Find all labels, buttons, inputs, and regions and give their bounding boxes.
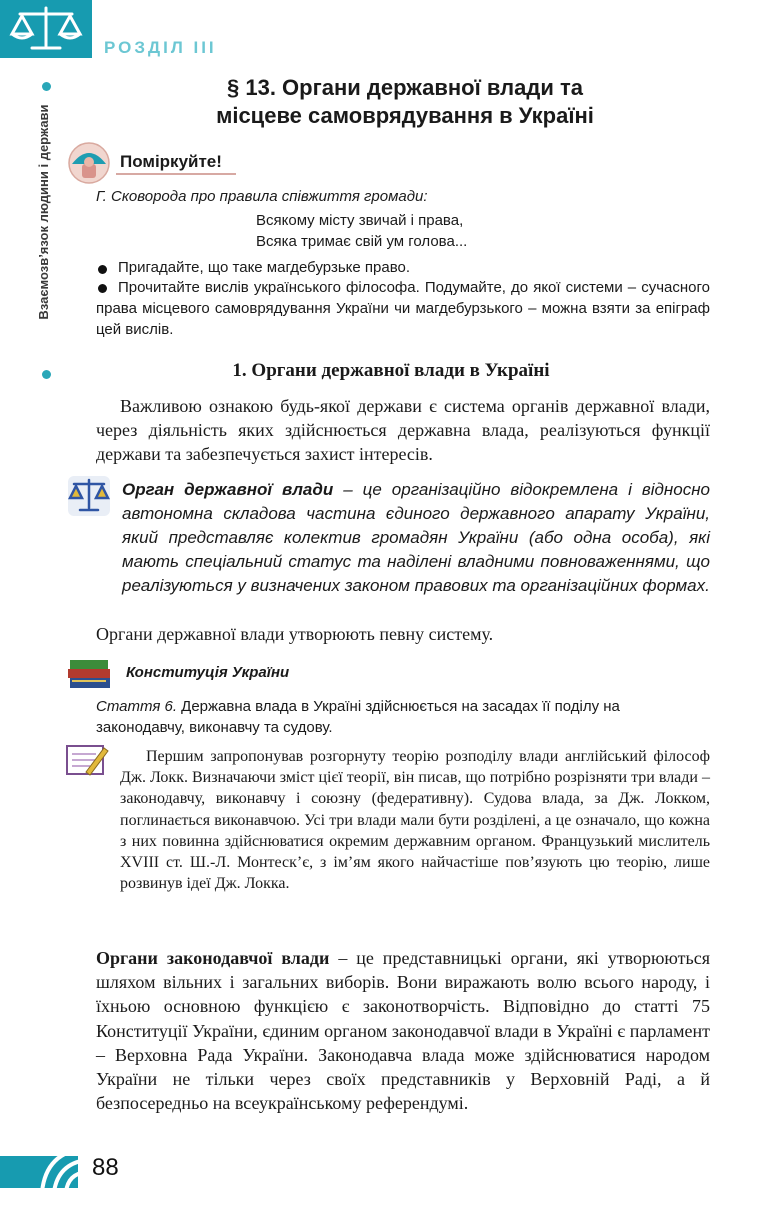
- quote-line: Всякому місту звичай і права,: [256, 212, 464, 229]
- historical-note: Першим запропонував розгорнуту теорію розподілу влади англійський філософ Дж. Локк. Визначаючи зміст цієї теорії, він писав, що потрібно розрізняти три влади – законодавчу, виконавчу і союзну (федеративну). Судова влада, за Дж. Локком, поглинається виконавчою. Усі три влади мали бути розділені, а це означало, що кожна з них повинна здійснюватися окремим державним органом. Французький мислитель XVIII ст. Ш.-Л. Монтеск’є, з ім’ям якого найчастіше пов’язують цю теорію, лише розвинув ідеї Дж. Локка.: [120, 748, 710, 893]
- section-label: РОЗДІЛ III: [104, 38, 217, 57]
- section-heading: 1. Органи державної влади в Україні: [232, 360, 550, 381]
- quote-line: Всяка тримає свій ум голова...: [256, 233, 468, 250]
- body-paragraph-legislative: [96, 946, 710, 1115]
- definition-text: – це організаційно відокремлена і відносно автономна складова частина єдиного державного апарату України, який представляє колектив громадян України (або одна особа), які мають спеціальний статус та наділені владними повноваженнями, що реалізуються у визначених законом правових та організаційних формах.: [122, 480, 711, 595]
- scales-icon: [66, 474, 112, 518]
- task-item: Пригадайте, що таке магдебурзьке право.: [118, 259, 411, 276]
- thinking-person-icon: [68, 142, 110, 184]
- page-title: [150, 74, 660, 130]
- section-header-band: [0, 0, 92, 58]
- quote-source: Г. Сковорода про правила співжиття громади:: [96, 188, 428, 205]
- article-label: Стаття 6.: [96, 698, 178, 715]
- think-heading-underline: [116, 173, 236, 175]
- side-running-title: [36, 80, 58, 380]
- note-pencil-icon: [64, 742, 110, 778]
- think-heading: Поміркуйте!: [120, 152, 222, 171]
- constitution-article: [96, 696, 710, 738]
- body-paragraph: Важливою ознакою будь-якої держави є система органів державної влади, через діяльність яких здійснюється державна влада, реалізуються функції держави та забезпечується захист інтересів.: [96, 396, 710, 464]
- article-text: Державна влада в Україні здійснюється на засадах її поділу на законодавчу, виконавчу та судову.: [96, 698, 620, 736]
- body-paragraph: Органи державної влади утворюють певну систему.: [96, 624, 494, 644]
- definition-term: Орган державної влади: [122, 480, 334, 499]
- side-title-text: Взаємозв’язок людини і держави: [36, 104, 51, 320]
- constitution-title: Конституція України: [126, 664, 290, 681]
- page-title-line1: § 13. Органи державної влади та: [227, 75, 583, 100]
- books-icon: [66, 656, 114, 692]
- task-item: Прочитайте вислів українського філософа. Подумайте, до якої системи – сучасного права місцевого самоврядування України чи магдебурзького – можна взяти за епіграф цей вислів.: [96, 279, 710, 338]
- page-number: 88: [92, 1154, 119, 1181]
- page-title-line2: місцеве самоврядування в Україні: [216, 103, 594, 128]
- legislative-term: Органи законодавчої влади: [96, 948, 330, 968]
- legislative-text: – це представницькі органи, які утворюються шляхом вільних і загальних виборів. Вони виражають волю всього народу, і їхньою основною функцією є законотворчість. Відповідно до статті 75 Конституції України, єдиним органом законодавчої влади в Україні є парламент – Верховна Рада України. Законодавча влада може здійснюватися народом України не тільки через своїх представників у Верховній Раді, а й безпосередньо на всеукраїнському референдумі.: [96, 948, 710, 1114]
- page-arc-icon: [40, 1146, 88, 1192]
- definition-block: [122, 478, 710, 598]
- side-dot-top: [42, 82, 51, 91]
- scales-icon: [0, 0, 92, 58]
- bullet-icon: [98, 265, 107, 274]
